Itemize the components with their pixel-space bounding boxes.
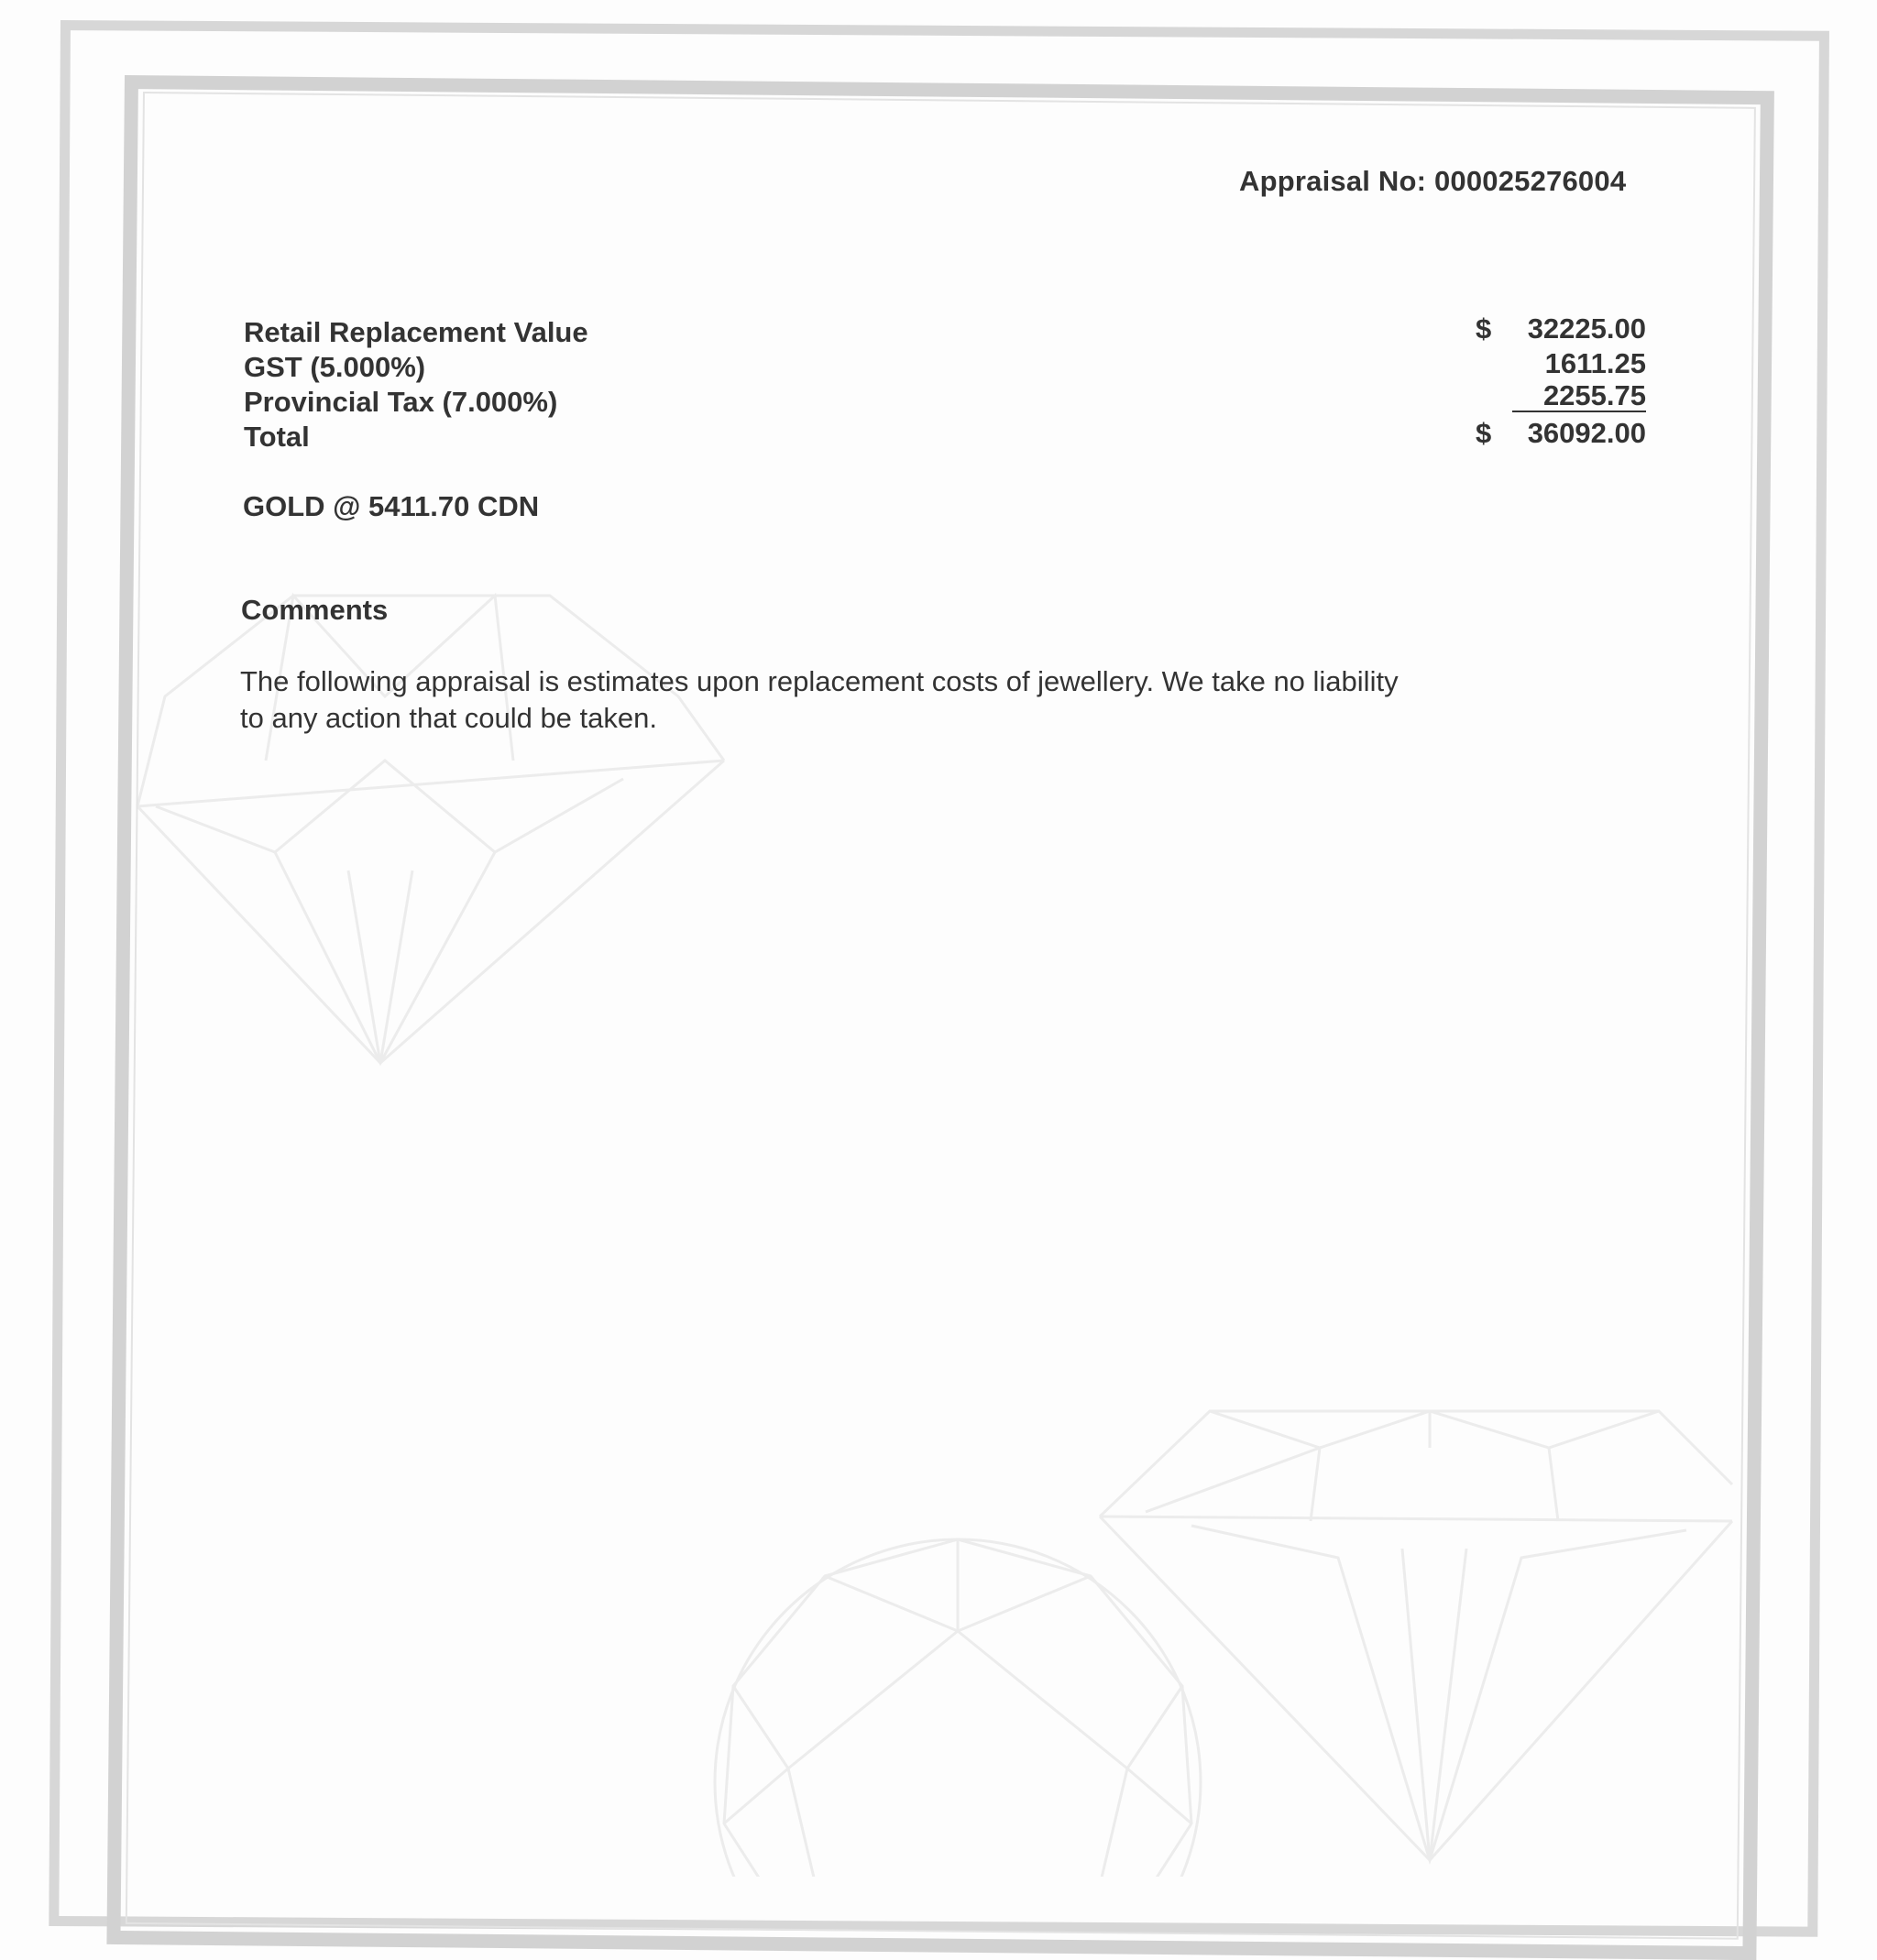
comments-line: to any action that could be taken. — [240, 702, 657, 734]
retail-replacement-value-amount: 32225.00 — [1527, 312, 1646, 345]
currency-symbol: $ — [1476, 312, 1492, 345]
valuation-amounts — [1466, 312, 1646, 451]
comments-line: The following appraisal is estimates upon replacement costs of jewellery. We take no liability — [240, 665, 1399, 697]
comments-heading: Comments — [241, 594, 389, 626]
valuation-labels — [244, 315, 588, 454]
provincial-tax-label: Provincial Tax (7.000%) — [244, 386, 558, 418]
gst-label: GST (5.000%) — [244, 351, 426, 383]
total-row — [1466, 416, 1646, 451]
appraisal-number — [1239, 165, 1626, 198]
provincial-tax-row — [1466, 381, 1646, 416]
gst-amount: 1611.25 — [1544, 347, 1646, 379]
currency-symbol: $ — [1476, 417, 1492, 449]
retail-replacement-value-row — [1466, 312, 1646, 346]
total-label: Total — [244, 421, 310, 453]
gst-row — [1466, 346, 1646, 381]
provincial-tax-amount: 2255.75 — [1512, 381, 1646, 412]
gold-price: GOLD @ 5411.70 CDN — [243, 490, 540, 522]
total-amount: 36092.00 — [1527, 417, 1646, 449]
retail-replacement-value-label: Retail Replacement Value — [244, 316, 588, 348]
comments-body — [240, 663, 1505, 737]
appraisal-number-value: 000025276004 — [1433, 165, 1627, 197]
appraisal-number-label: Appraisal No: — [1239, 165, 1427, 197]
